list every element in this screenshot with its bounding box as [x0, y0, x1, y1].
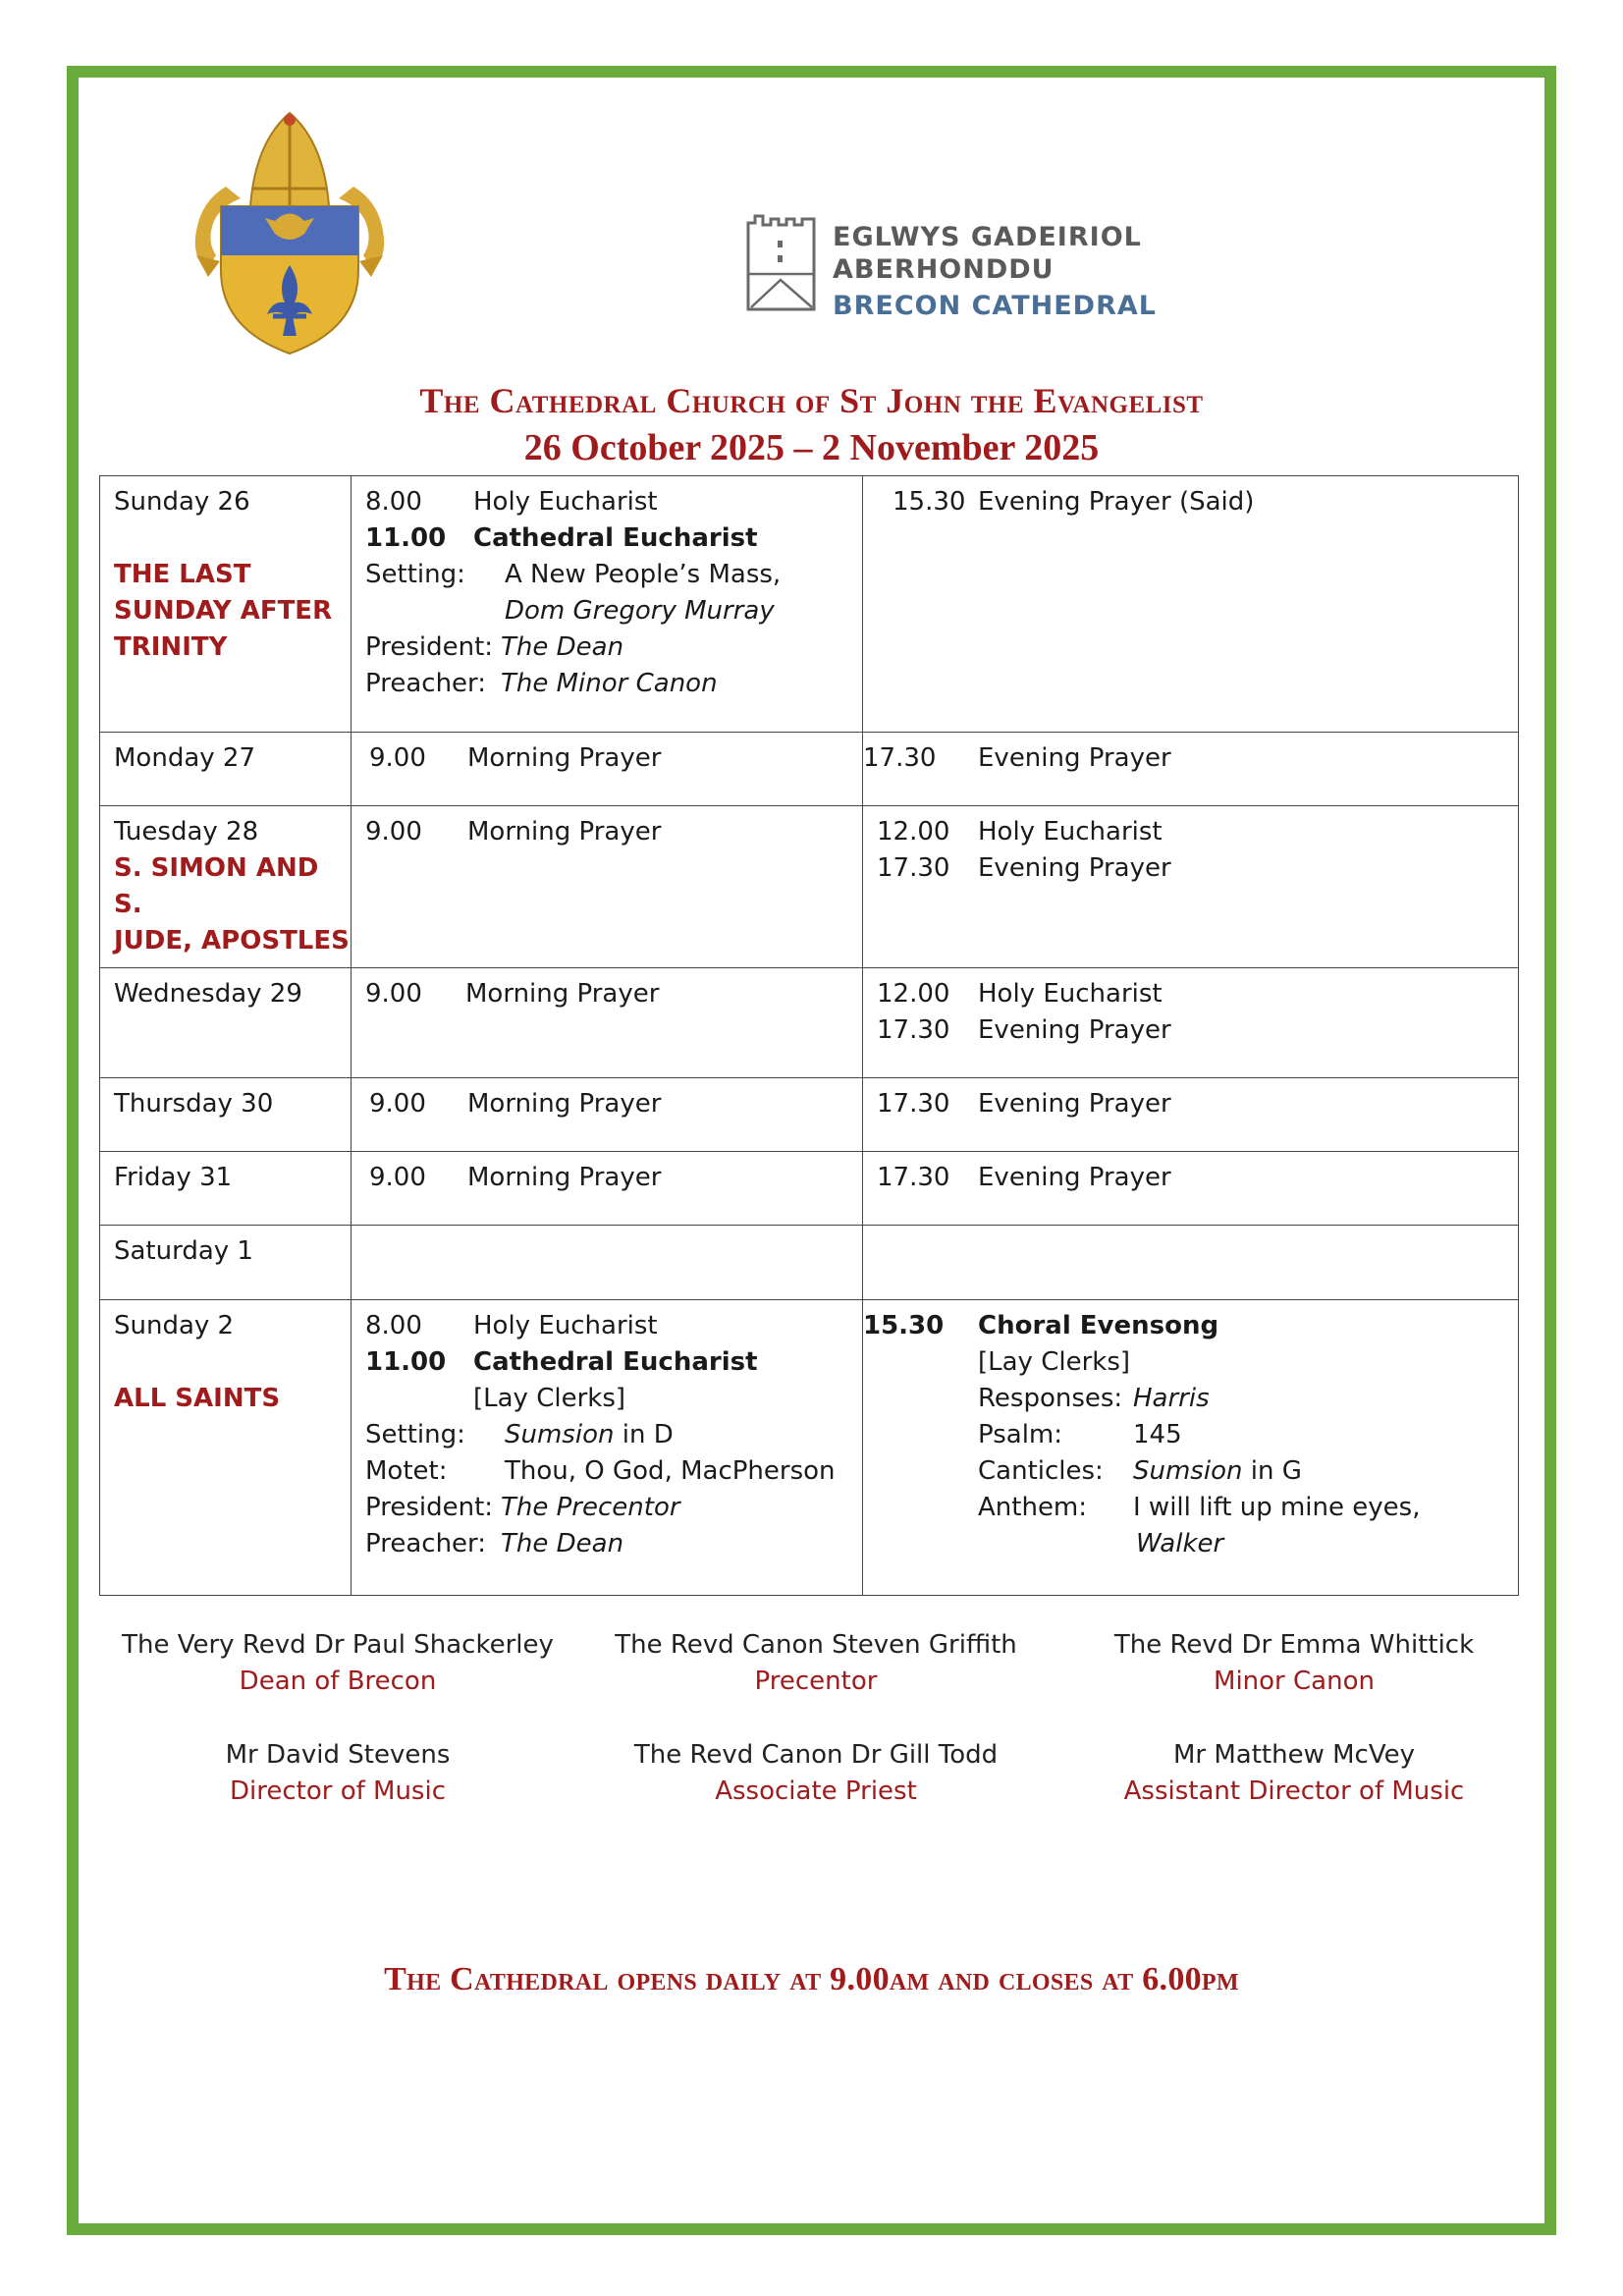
responses-value: Harris [1133, 1384, 1210, 1413]
morning-services-cell [352, 476, 863, 733]
staff-name: The Revd Dr Emma Whittick [1113, 1630, 1475, 1660]
service-time: 12.00 [877, 979, 950, 1009]
service-name: Cathedral Eucharist [473, 523, 758, 553]
service-time: 9.00 [369, 1163, 426, 1192]
service-name: Evening Prayer (Said) [978, 487, 1255, 517]
president-value: The Precentor [501, 1493, 680, 1522]
service-time: 17.30 [863, 743, 937, 773]
feast-label: S. SIMON AND S. [114, 853, 319, 919]
service-name: Morning Prayer [465, 979, 660, 1009]
preacher-label: Preacher: [365, 669, 487, 698]
day-label: Sunday 2 [114, 1311, 235, 1340]
setting-label: Setting: [365, 1420, 465, 1449]
service-name: Holy Eucharist [978, 817, 1163, 847]
staff-name: The Revd Canon Dr Gill Todd [633, 1740, 999, 1770]
preacher-value: The Minor Canon [501, 669, 718, 698]
service-name: Evening Prayer [978, 1163, 1171, 1192]
service-name: Holy Eucharist [473, 487, 658, 517]
anthem-composer: Walker [1136, 1529, 1224, 1558]
day-label: Wednesday 29 [114, 979, 302, 1009]
service-time: 9.00 [369, 743, 426, 773]
staff-entry [102, 1627, 573, 1700]
staff-entry [1058, 1737, 1530, 1810]
service-name: Morning Prayer [467, 1089, 662, 1119]
canticles-label: Canticles: [978, 1456, 1104, 1486]
service-time: 8.00 [365, 1311, 422, 1340]
staff-name: Mr David Stevens [225, 1740, 451, 1770]
staff-role: Director of Music [229, 1777, 446, 1806]
logo-line-3: BRECON CATHEDRAL [833, 291, 1157, 321]
service-name: Cathedral Eucharist [473, 1347, 758, 1377]
psalm-label: Psalm: [978, 1420, 1063, 1449]
page-title: The Cathedral Church of St John the Evangelist [419, 381, 1204, 420]
service-time: 9.00 [365, 979, 422, 1009]
responses-label: Responses: [978, 1384, 1123, 1413]
table-row [100, 1152, 1519, 1226]
staff-entry [102, 1737, 573, 1810]
service-name: Evening Prayer [978, 853, 1171, 883]
service-time: 17.30 [877, 1089, 950, 1119]
feast-label: TRINITY [114, 632, 228, 662]
feast-label: THE LAST [114, 560, 251, 589]
anthem-title: I will lift up mine eyes, [1133, 1493, 1421, 1522]
president-label: President: [365, 1493, 494, 1522]
president-value: The Dean [501, 632, 624, 662]
brecon-cathedral-logo [743, 211, 1156, 319]
service-name: Morning Prayer [467, 817, 662, 847]
motet-label: Motet: [365, 1456, 448, 1486]
day-label: Sunday 26 [114, 487, 250, 517]
day-label: Friday 31 [114, 1163, 233, 1192]
diocesan-crest-icon [187, 108, 393, 358]
day-cell [100, 476, 352, 733]
staff-name: The Revd Canon Steven Griffith [615, 1630, 1017, 1660]
staff-name: The Very Revd Dr Paul Shackerley [122, 1630, 554, 1660]
service-time: 17.30 [877, 1163, 950, 1192]
service-name: Evening Prayer [978, 743, 1171, 773]
staff-role: Assistant Director of Music [1123, 1777, 1465, 1806]
staff-entry [580, 1627, 1052, 1700]
anthem-label: Anthem: [978, 1493, 1088, 1522]
table-row [100, 968, 1519, 1078]
feast-label: SUNDAY AFTER [114, 596, 333, 626]
table-row [100, 476, 1519, 733]
motet-value: Thou, O God, MacPherson [505, 1456, 836, 1486]
service-time: 17.30 [877, 853, 950, 883]
staff-role: Precentor [754, 1667, 878, 1696]
service-time: 15.30 [863, 1311, 945, 1340]
evening-services-cell [863, 476, 1519, 733]
staff-role: Associate Priest [715, 1777, 917, 1806]
service-name: Holy Eucharist [978, 979, 1163, 1009]
staff-role: Dean of Brecon [239, 1667, 437, 1696]
setting-value: A New People’s Mass, [505, 560, 782, 589]
canticles-key: in G [1242, 1456, 1302, 1486]
preacher-label: Preacher: [365, 1529, 487, 1558]
service-name: Evening Prayer [978, 1089, 1171, 1119]
canticles-composer: Sumsion [1133, 1456, 1243, 1486]
staff-role: Minor Canon [1214, 1667, 1375, 1696]
staff-entry [580, 1737, 1052, 1810]
service-time: 17.30 [877, 1015, 950, 1045]
setting-composer: Dom Gregory Murray [505, 596, 775, 626]
staff-name: Mr Matthew McVey [1172, 1740, 1416, 1770]
service-time: 12.00 [877, 817, 950, 847]
service-time: 8.00 [365, 487, 422, 517]
choir-note: [Lay Clerks] [473, 1384, 626, 1413]
service-time: 15.30 [893, 487, 966, 517]
table-row [100, 806, 1519, 968]
setting-label: Setting: [365, 560, 465, 589]
table-row [100, 1078, 1519, 1152]
service-schedule-table [99, 475, 1519, 1596]
service-time: 9.00 [369, 1089, 426, 1119]
day-label: Saturday 1 [114, 1236, 253, 1266]
setting-composer: Sumsion [505, 1420, 615, 1449]
preacher-value: The Dean [501, 1529, 624, 1558]
service-name: Evening Prayer [978, 1015, 1171, 1045]
service-name: Choral Evensong [978, 1311, 1219, 1340]
staff-entry [1058, 1627, 1530, 1700]
psalm-value: 145 [1133, 1420, 1182, 1449]
setting-key: in D [614, 1420, 674, 1449]
day-label: Monday 27 [114, 743, 255, 773]
choir-note: [Lay Clerks] [978, 1347, 1131, 1377]
feast-label: ALL SAINTS [114, 1384, 281, 1413]
table-row [100, 1300, 1519, 1596]
opening-hours-notice: The Cathedral opens daily at 9.00am and closes at 6.00pm [384, 1961, 1239, 1997]
day-label: Thursday 30 [114, 1089, 274, 1119]
service-time: 11.00 [365, 523, 447, 553]
date-range: 26 October 2025 – 2 November 2025 [523, 427, 1100, 468]
service-time: 11.00 [365, 1347, 447, 1377]
feast-label: JUDE, APOSTLES [114, 926, 350, 956]
service-name: Morning Prayer [467, 743, 662, 773]
service-name: Holy Eucharist [473, 1311, 658, 1340]
table-row [100, 1226, 1519, 1300]
logo-line-1: EGLWYS GADEIRIOL [833, 222, 1142, 252]
logo-line-2: ABERHONDDU [833, 254, 1055, 285]
service-name: Morning Prayer [467, 1163, 662, 1192]
table-row [100, 733, 1519, 806]
cathedral-tower-icon [743, 211, 822, 314]
service-time: 9.00 [365, 817, 422, 847]
day-label: Tuesday 28 [114, 817, 259, 847]
president-label: President: [365, 632, 494, 662]
